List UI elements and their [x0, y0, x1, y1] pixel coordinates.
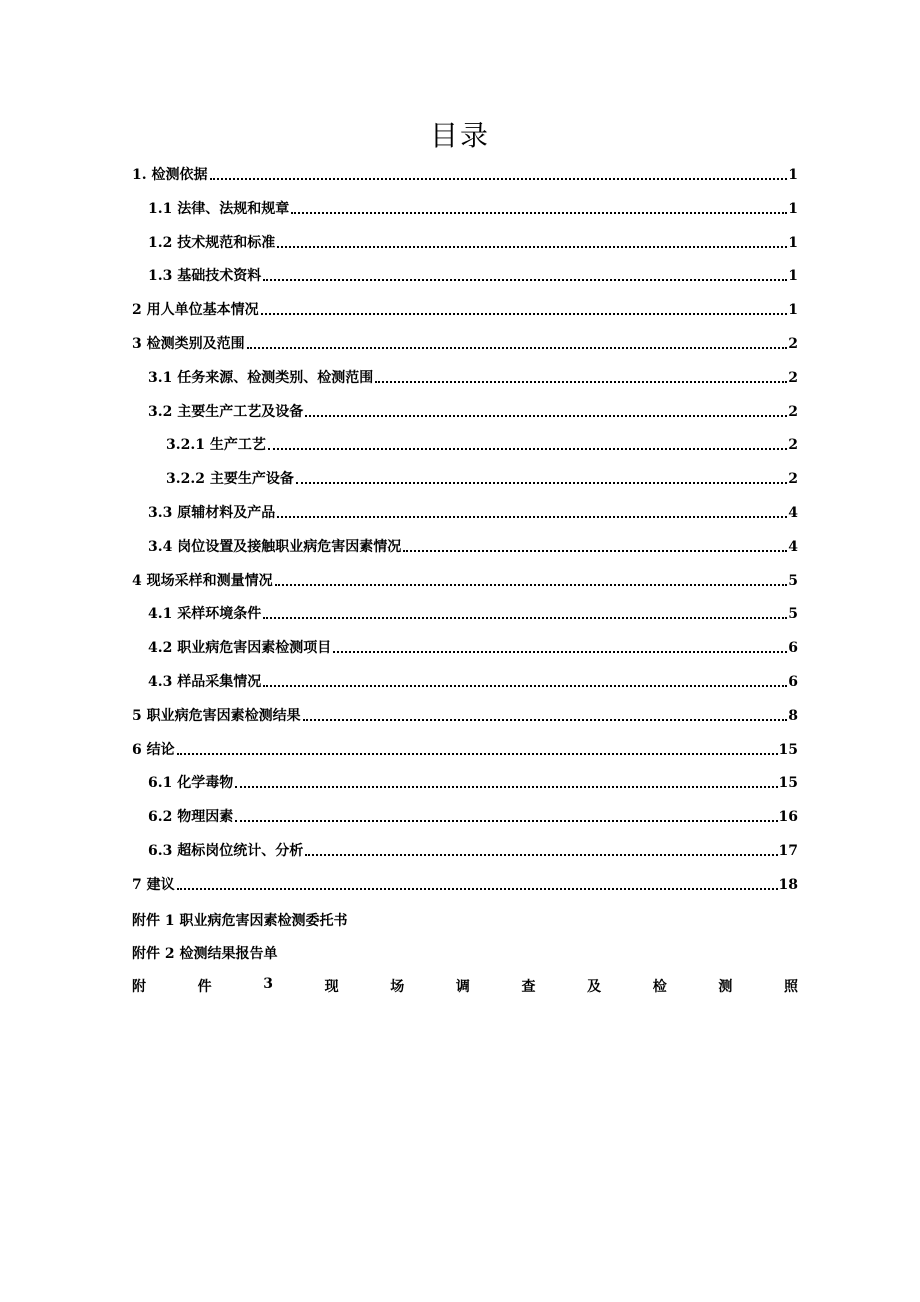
appendix-3-char: 及: [587, 979, 602, 995]
toc-entry[interactable]: [166, 468, 798, 488]
toc-entry[interactable]: [132, 874, 798, 894]
appendix-2: 附件 2 检测结果报告单: [132, 946, 278, 962]
toc-entry[interactable]: [148, 502, 798, 522]
toc-entry[interactable]: [132, 570, 798, 590]
toc-entry-label: 1. 检测依据: [132, 167, 208, 183]
toc-entry-page: 15: [778, 741, 798, 758]
toc-entry-label: 3.2.2 主要生产设备: [166, 471, 294, 488]
toc-entry[interactable]: [148, 198, 798, 218]
appendix-3-char: 查: [521, 979, 536, 995]
appendix-3-char: 3: [263, 976, 273, 992]
toc-dot-leader: [375, 381, 787, 383]
toc-dot-leader: [177, 888, 778, 890]
toc-entry-page: 2: [788, 369, 798, 386]
toc-entry[interactable]: [148, 772, 798, 792]
toc-entry[interactable]: [148, 603, 798, 623]
toc-entry-label: 6.1 化学毒物: [148, 775, 234, 792]
toc-entry-page: 2: [788, 336, 798, 352]
toc-entry-label: 4.3 样品采集情况: [148, 674, 262, 690]
toc-entry-page: 18: [778, 876, 798, 893]
toc-entry-label: 7 建议: [132, 876, 175, 893]
toc-dot-leader: [403, 550, 787, 552]
toc-entry[interactable]: [148, 671, 798, 691]
toc-entry-label: 1.1 法律、法规和规章: [148, 200, 290, 217]
toc-dot-leader: [268, 448, 787, 450]
toc-dot-leader: [263, 617, 787, 619]
toc-dot-leader: [263, 279, 787, 281]
appendix-3-char: 现: [324, 979, 339, 995]
toc-entry-label: 3 检测类别及范围: [132, 336, 245, 352]
toc-entry-label: 4.2 职业病危害因素检测项目: [148, 640, 332, 657]
toc-entry-page: 5: [788, 572, 798, 589]
toc-entry-page: 1: [788, 268, 798, 285]
toc-entry-page: 6: [788, 674, 798, 690]
appendix-1: 附件 1 职业病危害因素检测委托书: [132, 913, 348, 929]
toc-dot-leader: [303, 719, 788, 721]
toc-dot-leader: [305, 854, 777, 856]
toc-entry-page: 15: [778, 775, 798, 792]
toc-dot-leader: [210, 178, 788, 180]
toc-entry-label: 1.3 基础技术资料: [148, 268, 262, 285]
appendix-3-char: 件: [197, 979, 212, 995]
toc-entry-label: 2 用人单位基本情况: [132, 302, 259, 319]
toc-dot-leader: [275, 584, 788, 586]
toc-entry[interactable]: [132, 164, 798, 184]
toc-entry-page: 1: [788, 167, 798, 183]
toc-entry[interactable]: [132, 739, 798, 759]
toc-entry-page: 2: [788, 403, 798, 420]
toc-entry-label: 6 结论: [132, 741, 175, 758]
toc-entry[interactable]: [148, 806, 798, 826]
appendix-3: [132, 976, 798, 996]
toc-entry[interactable]: [132, 705, 798, 725]
toc-entry-label: 1.2 技术规范和标准: [148, 234, 276, 251]
appendix-3-char: 检: [652, 979, 667, 995]
toc-entry-page: 5: [788, 606, 798, 623]
toc-entry-page: 2: [788, 471, 798, 488]
toc-entry[interactable]: [148, 637, 798, 657]
toc-entry[interactable]: [148, 232, 798, 252]
toc-dot-leader: [296, 482, 787, 484]
appendix-3-char: 测: [718, 979, 733, 995]
toc-entry-page: 1: [788, 234, 798, 251]
toc-entry-page: 16: [778, 809, 798, 826]
toc-dot-leader: [291, 212, 787, 214]
toc-entry[interactable]: [132, 333, 798, 353]
appendix-3-char: 附: [132, 979, 146, 995]
toc-dot-leader: [333, 651, 787, 653]
toc-entry[interactable]: [132, 299, 798, 319]
toc-entry-page: 17: [778, 843, 798, 859]
toc-entry-label: 3.2 主要生产工艺及设备: [148, 403, 304, 420]
toc-entry-label: 3.4 岗位设置及接触职业病危害因素情况: [148, 538, 402, 555]
toc-entry-label: 3.1 任务来源、检测类别、检测范围: [148, 369, 374, 386]
toc-entry-label: 6.3 超标岗位统计、分析: [148, 843, 304, 859]
appendix-3-char: 场: [390, 979, 405, 995]
toc-entry[interactable]: [166, 434, 798, 454]
toc-dot-leader: [263, 685, 787, 687]
toc-entry-label: 3.2.1 生产工艺: [166, 437, 266, 454]
toc-entry-label: 6.2 物理因素: [148, 809, 234, 826]
toc-dot-leader: [305, 415, 787, 417]
appendix-3-char: 照: [784, 979, 798, 995]
toc-dot-leader: [235, 786, 777, 788]
toc-entry-page: 1: [788, 200, 798, 217]
toc-dot-leader: [277, 246, 787, 248]
toc-entry[interactable]: [148, 367, 798, 387]
toc-dot-leader: [261, 313, 788, 315]
toc-entry-label: 3.3 原辅材料及产品: [148, 505, 276, 521]
toc-entry-page: 4: [788, 538, 798, 555]
toc-entry-page: 6: [788, 640, 798, 657]
toc-dot-leader: [235, 820, 777, 822]
toc-entry-page: 2: [788, 437, 798, 454]
toc-entry-page: 8: [788, 707, 798, 724]
toc-entry[interactable]: [148, 840, 798, 860]
toc-dot-leader: [247, 347, 788, 349]
appendix-3-char: 调: [455, 979, 470, 995]
toc-entry[interactable]: [148, 401, 798, 421]
toc-entry-page: 4: [788, 505, 798, 521]
toc-entry-label: 4.1 采样环境条件: [148, 606, 262, 623]
toc-entry[interactable]: [148, 265, 798, 285]
toc-dot-leader: [177, 753, 778, 755]
toc-entry-label: 5 职业病危害因素检测结果: [132, 707, 301, 724]
toc-entry-page: 1: [788, 302, 798, 319]
toc-dot-leader: [277, 516, 787, 518]
toc-entry-label: 4 现场采样和测量情况: [132, 572, 273, 589]
page-title: 目录: [429, 119, 490, 152]
toc-entry[interactable]: [148, 536, 798, 556]
